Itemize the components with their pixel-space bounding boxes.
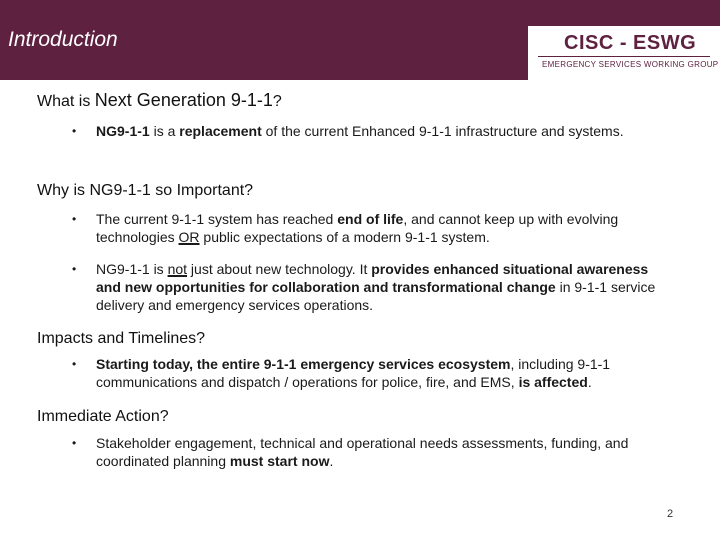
bullet-dot: • [72, 357, 77, 371]
header-bar [0, 0, 720, 80]
bullet-not-just-technology: • NG9-1-1 is not just about new technology. It provides enhanced situational awareness and new opportunities for collaboration and transformational change in 9-1-1 service delivery and emergency services operations. [72, 261, 656, 313]
bullet-end-of-life: • The current 9-1-1 system has reached end of life, and cannot keep up with evolving technologies OR public expectations of a modern 9-1-1 system. [72, 211, 619, 245]
logo-subtitle: EMERGENCY SERVICES WORKING GROUP [542, 60, 719, 69]
bullet-stakeholder-engagement: • Stakeholder engagement, technical and operational needs assessments, funding, and coordinated planning must start now. [72, 435, 629, 469]
bullet-dot: • [72, 212, 77, 226]
page-number: 2 [667, 508, 674, 520]
bullet-dot: • [72, 262, 77, 276]
slide-title: Introduction [8, 28, 118, 51]
bullet-dot: • [72, 436, 77, 450]
heading-impacts-timelines: Impacts and Timelines? [37, 330, 206, 347]
heading-what-is-ng911: What is Next Generation 9-1-1? [37, 90, 282, 110]
heading-immediate-action: Immediate Action? [37, 408, 169, 425]
bullet-dot: • [72, 124, 77, 138]
logo-divider [538, 56, 710, 57]
cisc-eswg-logo [528, 26, 720, 80]
heading-why-important: Why is NG9-1-1 so Important? [37, 182, 254, 199]
bullet-ng911-replacement: • NG9-1-1 is a replacement of the current Enhanced 9-1-1 infrastructure and systems. [72, 123, 624, 139]
logo-main-text: CISC - ESWG [564, 32, 697, 54]
bullet-starting-today: • Starting today, the entire 9-1-1 emergency services ecosystem, including 9-1-1 communications and dispatch / operations for police, fire, and EMS, is affected. [72, 356, 611, 390]
